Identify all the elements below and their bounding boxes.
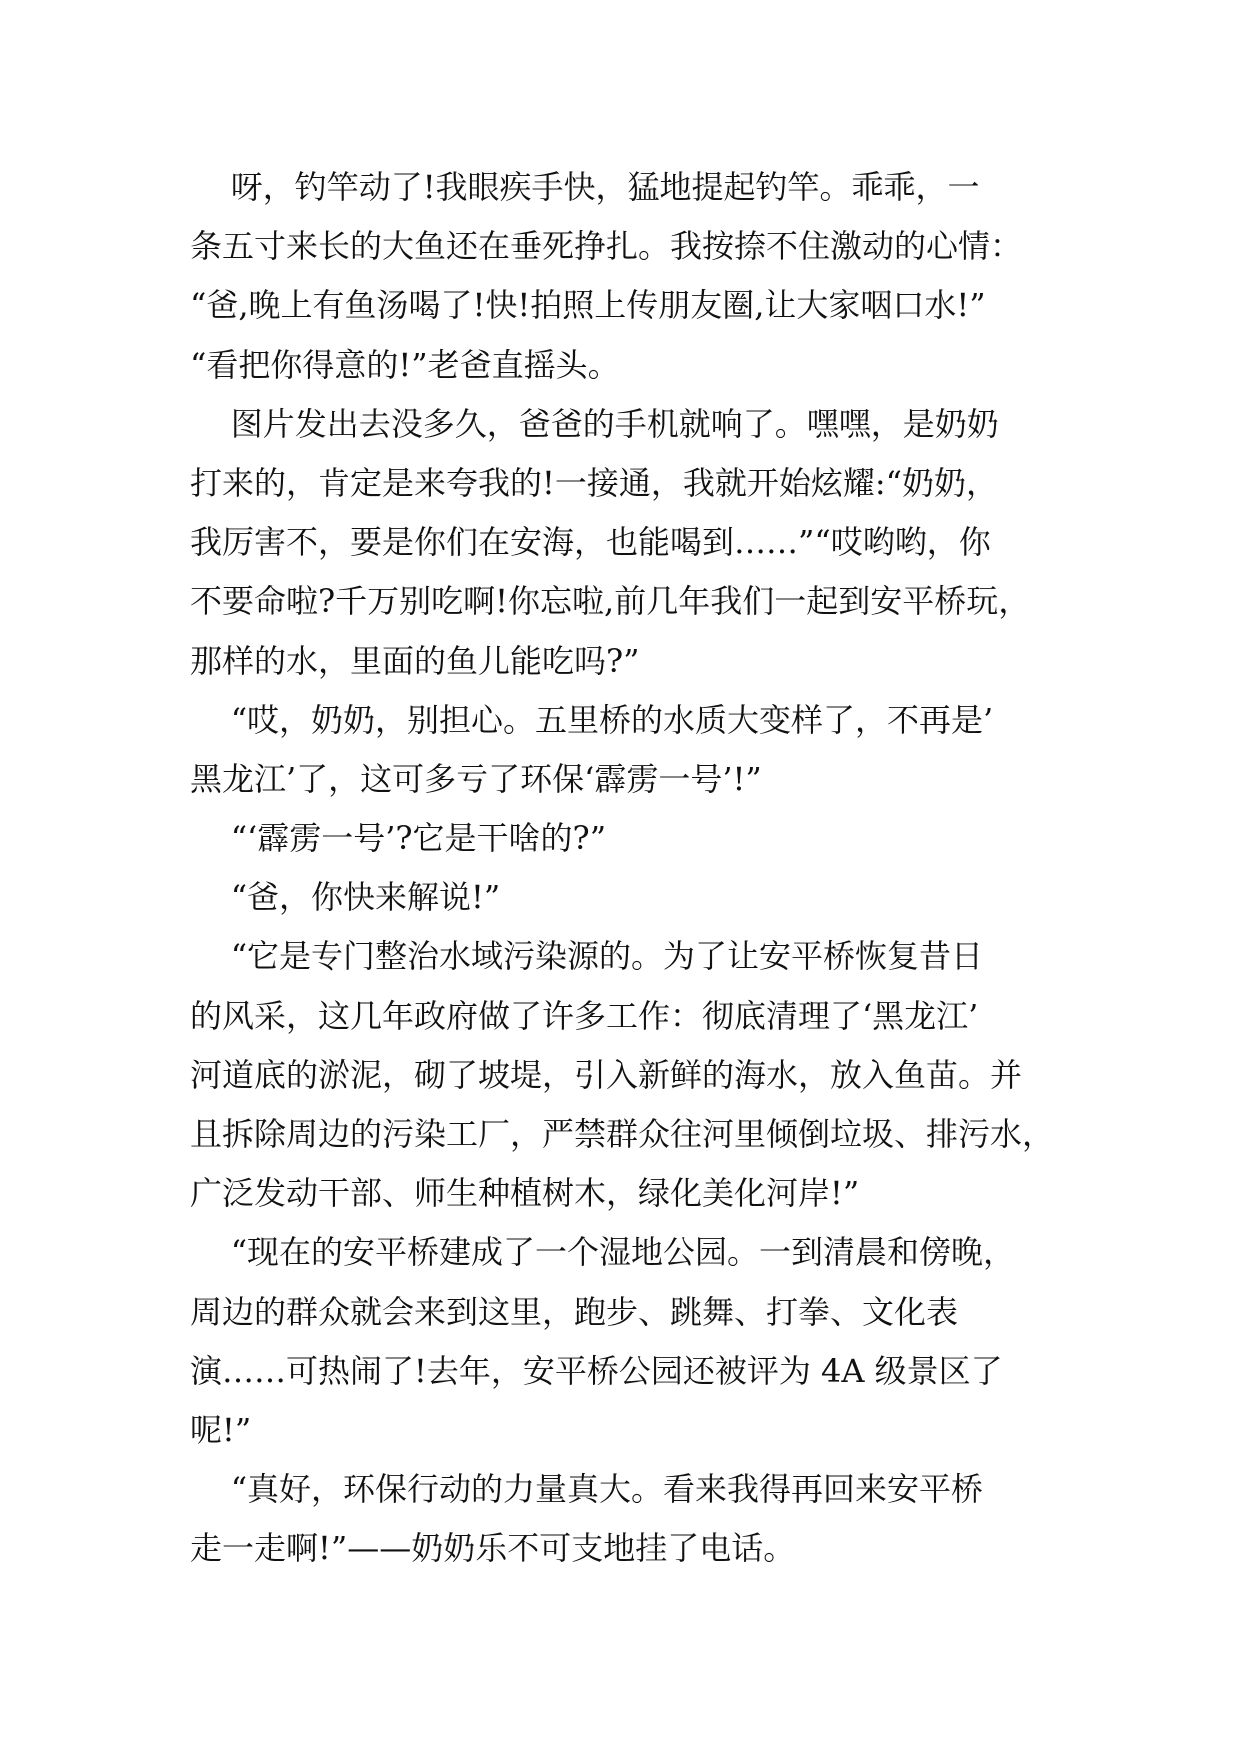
- text-line: “看把你得意的!”老爸直摇头。: [190, 345, 620, 384]
- text-line: 走一走啊!”——奶奶乐不可支地挂了电话。: [190, 1529, 796, 1568]
- text-line: 那样的水，里面的鱼儿能吃吗?”: [190, 641, 640, 680]
- text-line: 呢!”: [190, 1410, 252, 1449]
- text-line: “‘霹雳一号’?它是干啥的?”: [190, 819, 607, 858]
- text-line: 演……可热闹了!去年，安平桥公园还被评为 4A 级景区了: [190, 1351, 1003, 1390]
- text-line: 不要命啦?千万别吃啊!你忘啦,前几年我们一起到安平桥玩，: [190, 582, 1031, 621]
- text-line: 的风采，这几年政府做了许多工作：彻底清理了‘黑龙江’: [190, 996, 979, 1035]
- text-line: 广泛发动干部、师生种植树木，绿化美化河岸!”: [190, 1174, 860, 1213]
- text-line: “它是专门整治水域污染源的。为了让安平桥恢复昔日: [190, 937, 984, 976]
- text-line: 条五寸来长的大鱼还在垂死挣扎。我按捺不住激动的心情：: [190, 227, 1023, 266]
- text-line: 呀，钓竿动了!我眼疾手快，猛地提起钓竿。乖乖，一: [190, 168, 980, 206]
- text-line: 黑龙江’了，这可多亏了环保‘霹雳一号’!”: [190, 759, 762, 798]
- text-line: “爸，你快来解说!”: [190, 878, 501, 917]
- text-line: “哎，奶奶，别担心。五里桥的水质大变样了，不再是’: [190, 700, 994, 739]
- text-line: 且拆除周边的污染工厂，严禁群众往河里倾倒垃圾、排污水，: [190, 1115, 1055, 1153]
- text-line: “真好，环保行动的力量真大。看来我得再回来安平桥: [190, 1470, 984, 1509]
- text-line: 打来的，肯定是来夸我的!一接通，我就开始炫耀:“奶奶，: [190, 463, 999, 502]
- text-line: 图片发出去没多久，爸爸的手机就响了。嘿嘿，是奶奶: [190, 404, 999, 443]
- text-line: 河道底的淤泥，砌了坡堤，引入新鲜的海水，放入鱼苗。并: [190, 1055, 1023, 1094]
- text-line: “爸,晚上有鱼汤喝了!快!拍照上传朋友圈,让大家咽口水!”: [190, 286, 986, 325]
- document-body: [190, 158, 1060, 1579]
- text-line: 周边的群众就会来到这里，跑步、跳舞、打拳、文化表: [190, 1292, 959, 1331]
- text-line: 我厉害不，要是你们在安海，也能喝到……”“哎哟哟，你: [190, 523, 991, 562]
- text-line: “现在的安平桥建成了一个湿地公园。一到清晨和傍晚，: [190, 1233, 1016, 1272]
